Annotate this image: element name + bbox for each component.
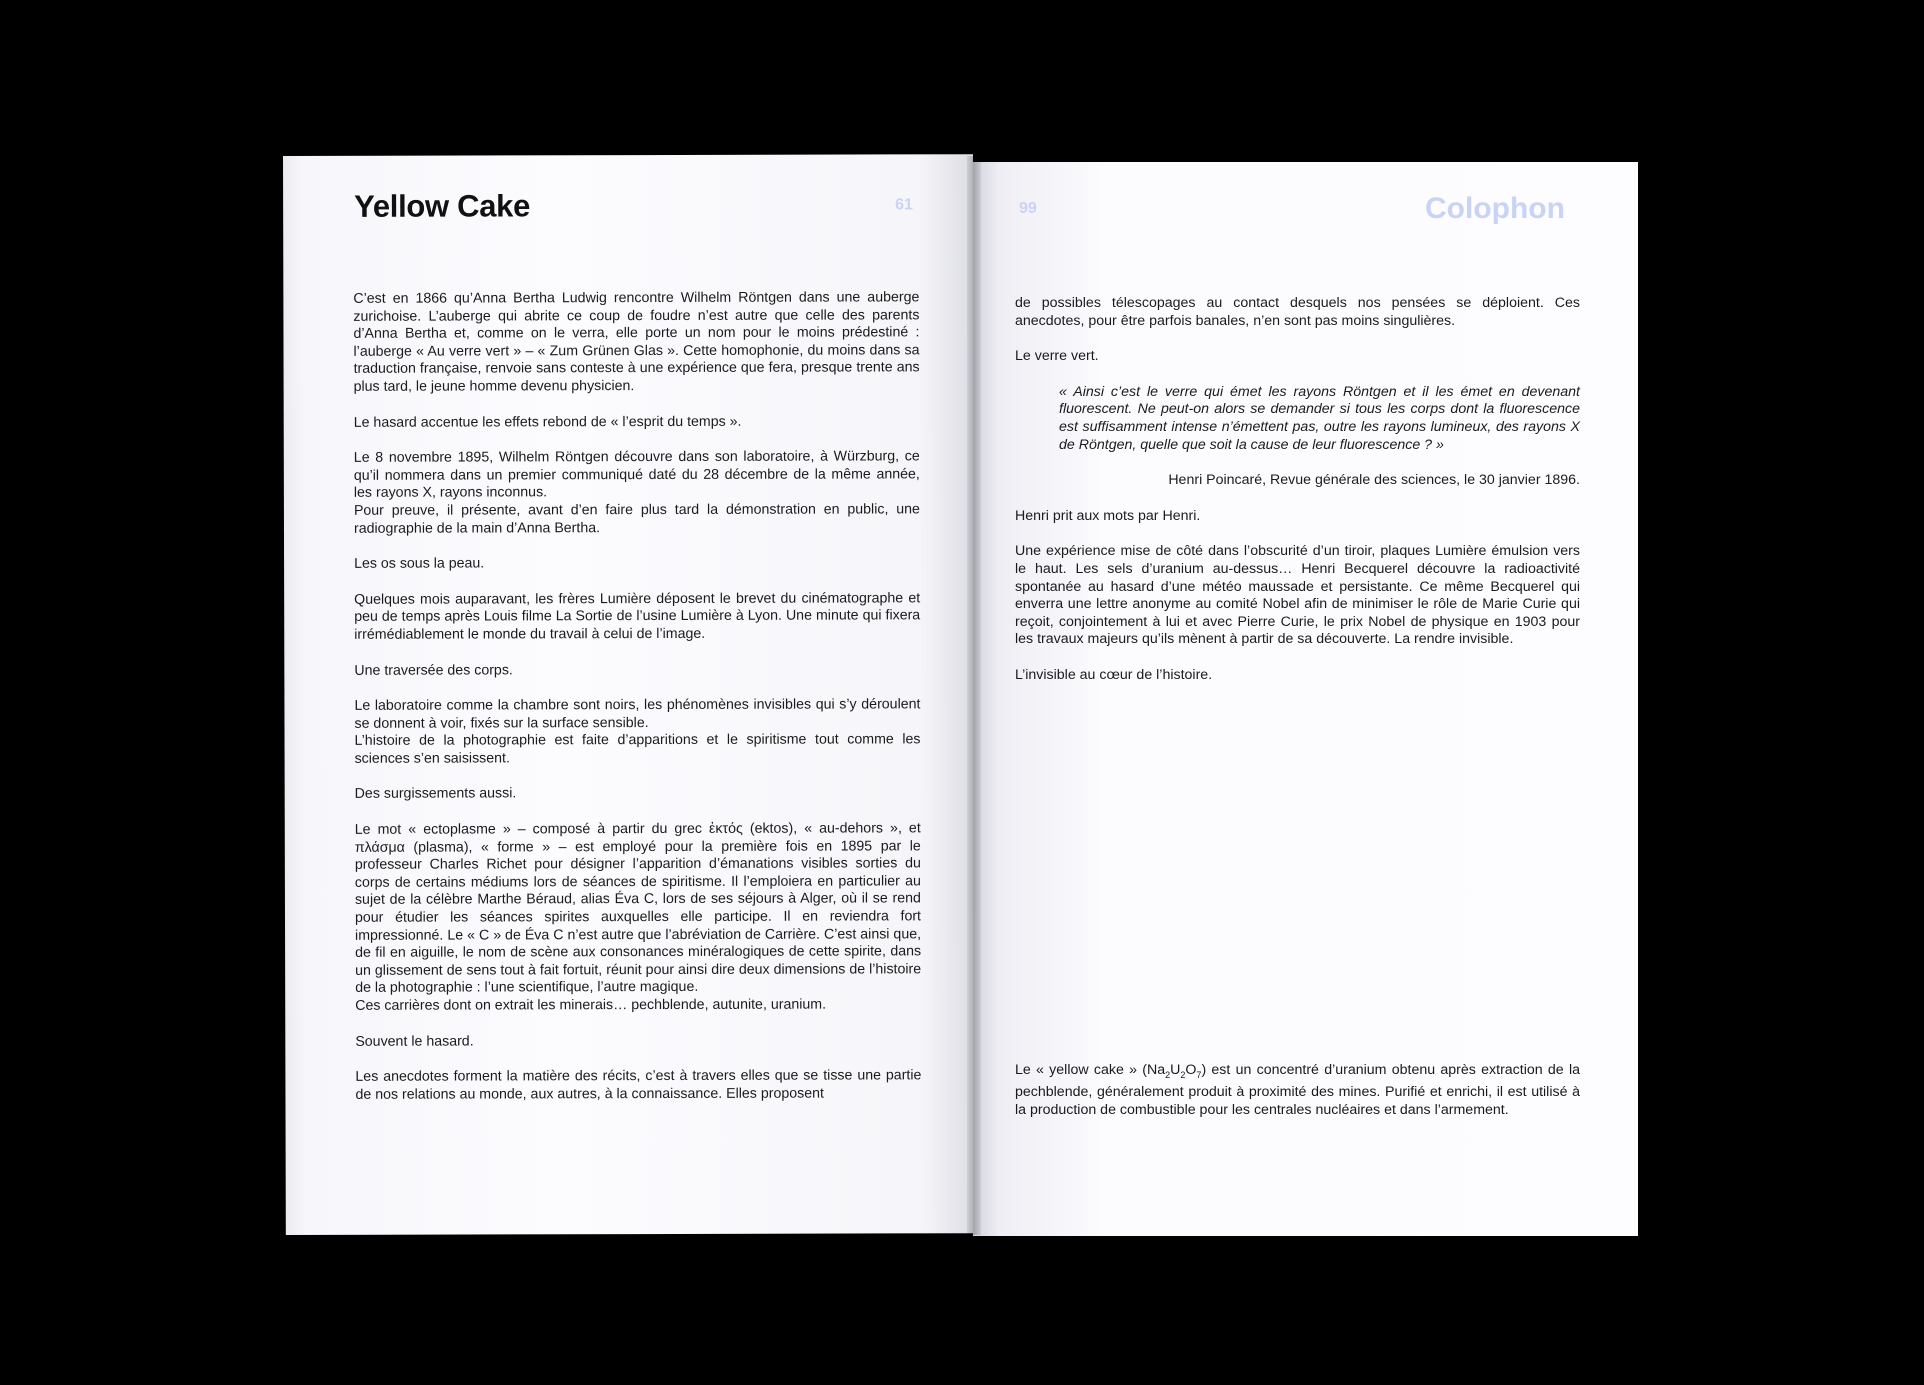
- footnote-subscript: 7: [1196, 1069, 1202, 1080]
- footnote-subscript: 2: [1165, 1069, 1171, 1080]
- footnote-subscript: 2: [1180, 1069, 1186, 1080]
- right-page: [973, 162, 1638, 1236]
- footnote-text: Le « yellow cake » (Na: [1015, 1062, 1166, 1078]
- paragraph: Une traversée des corps.: [354, 661, 513, 679]
- ghost-colophon-title: Colophon: [1425, 192, 1565, 225]
- paragraph: Le hasard accentue les effets rebond de « l’esprit du temps ».: [353, 413, 742, 431]
- paragraph: Le laboratoire comme la chambre sont noirs, les phénomènes invisibles qui s’y déroulent se donnent à voir, fixés sur la surface sensible.: [354, 696, 921, 732]
- paragraph: Les os sous la peau.: [354, 555, 485, 572]
- paragraph: C’est en 1866 qu’Anna Bertha Ludwig rencontre Wilhelm Röntgen dans une auberge zurichoise. L’auberge qui abrite ce coup de foudre n’est autre que celle des parents d’Anna Bertha et, comme on le verra, elle porte un nom pour le moins prédestiné : l’auberge « Au verre vert » – « Zum Grünen Glas ». Cette homophonie, du moins dans sa traduction française, renvoie sans conteste à une expérience que fera, presque trente ans plus tard, le jeune homme devenu physicien.: [353, 289, 920, 395]
- paragraph: Le mot « ectoplasme » – composé à partir du grec ἐκτός (ektos), « au-dehors », et πλάσμα (plasma), « forme » – est employé pour la première fois en 1895 par le professeur Charles Richet pour désigner l’apparition d’émanations visibles sorties du corps de certains médiums lors de séances de spiritisme. Il l’emploiera en particulier au sujet de la célèbre Marthe Béraud, alias Éva C, lors de ses séjours à Alger, où il se rend pour étudier les séances spirites auxquelles elle participe. Il en reviendra fort impressionné. Le « C » de Éva C n’est autre que l’abréviation de Carrière. C’est ainsi que, de fil en aiguille, le nom de scène aux consonances minéralogiques de cette spirite, dans un glissement de sens tout à fait fortuit, réunit pour ainsi dire deux dimensions de l’histoire de la photographie : l’une scientifique, l’autre magique.: [354, 820, 922, 997]
- yellow-cake-footnote: [1015, 1062, 1580, 1120]
- left-text-column: [353, 289, 921, 1122]
- right-page-number: 99: [1019, 200, 1037, 217]
- footnote-text: ) est un concentré d’uranium obtenu après extraction de la pechblende, généralement produit à proximité des mines. Purifié et enrichi, il est utilisé à la production de combustible pour les centrales nucléaires et dans l’armement.: [1015, 1062, 1580, 1119]
- paragraph: Pour preuve, il présente, avant d’en faire plus tard la démonstration en public, une radiographie de la main d’Anna Bertha.: [353, 501, 920, 537]
- right-text-column: [1015, 295, 1580, 703]
- quote: « Ainsi c’est le verre qui émet les rayons Röntgen et il les émet en devenant fluorescent. Ne peut-on alors se demander si tous les corps dont la fluorescence est suffisamment intense n’émettent pas, outre les rayons lumineux, des rayons X de Röntgen, quelle que soit la cause de leur fluorescence ? »: [1059, 383, 1580, 453]
- chapter-title: Yellow Cake: [354, 188, 531, 224]
- paragraph: Le 8 novembre 1895, Wilhelm Röntgen découvre dans son laboratoire, à Würzburg, ce qu’il nommera dans un premier communiqué daté du 28 décembre de la même année, les rayons X, rayons inconnus.: [353, 448, 920, 502]
- paragraph: Le verre vert.: [1015, 348, 1099, 365]
- paragraph: de possibles télescopages au contact desquels nos pensées se déploient. Ces anecdotes, pour être parfois banales, n’en sont pas moins singulières.: [1015, 295, 1580, 329]
- paragraph: Les anecdotes forment la matière des récits, c’est à travers elles que se tisse une partie de nos relations au monde, aux autres, à la connaissance. Elles proposent: [355, 1067, 922, 1103]
- book-gutter: [967, 156, 981, 1235]
- left-page-number: 61: [895, 196, 913, 214]
- footnote-text: U: [1170, 1062, 1181, 1078]
- quote-citation: Henri Poincaré, Revue générale des sciences, le 30 janvier 1896.: [1168, 472, 1580, 489]
- footnote-text: O: [1185, 1062, 1197, 1078]
- paragraph: Une expérience mise de côté dans l’obscurité d’un tiroir, plaques Lumière émulsion vers le haut. Les sels d’uranium au-dessus… Henri Becquerel découvre la radioactivité spontanée au hasard d’une météo maussade et persistante. Ce même Becquerel qui enverra une lettre anonyme au comité Nobel afin de minimiser le rôle de Marie Curie qui reçoit, conjointement à lui et avec Pierre Curie, le prix Nobel de physique en 1903 pour les travaux majeurs qu’ils mènent à partir de sa découverte. La rendre invisible.: [1015, 543, 1580, 648]
- paragraph: Souvent le hasard.: [355, 1033, 474, 1050]
- paragraph: L’invisible au cœur de l’histoire.: [1015, 666, 1213, 683]
- paragraph: Ces carrières dont on extrait les minerais… pechblende, autunite, uranium.: [355, 996, 827, 1014]
- paragraph: Henri prit aux mots par Henri.: [1015, 507, 1201, 524]
- paragraph: L’histoire de la photographie est faite d’apparitions et le spiritisme tout comme les sciences s’en saisissent.: [354, 731, 921, 767]
- paragraph: Des surgissements aussi.: [354, 785, 517, 803]
- paragraph: Quelques mois auparavant, les frères Lumière déposent le brevet du cinématographe et peu de temps après Louis filme La Sortie de l’usine Lumière à Lyon. Une minute qui fixera irrémédiablement le monde du travail à celui de l’image.: [354, 590, 921, 643]
- left-page: [283, 154, 976, 1235]
- book-spread: [283, 156, 1638, 1235]
